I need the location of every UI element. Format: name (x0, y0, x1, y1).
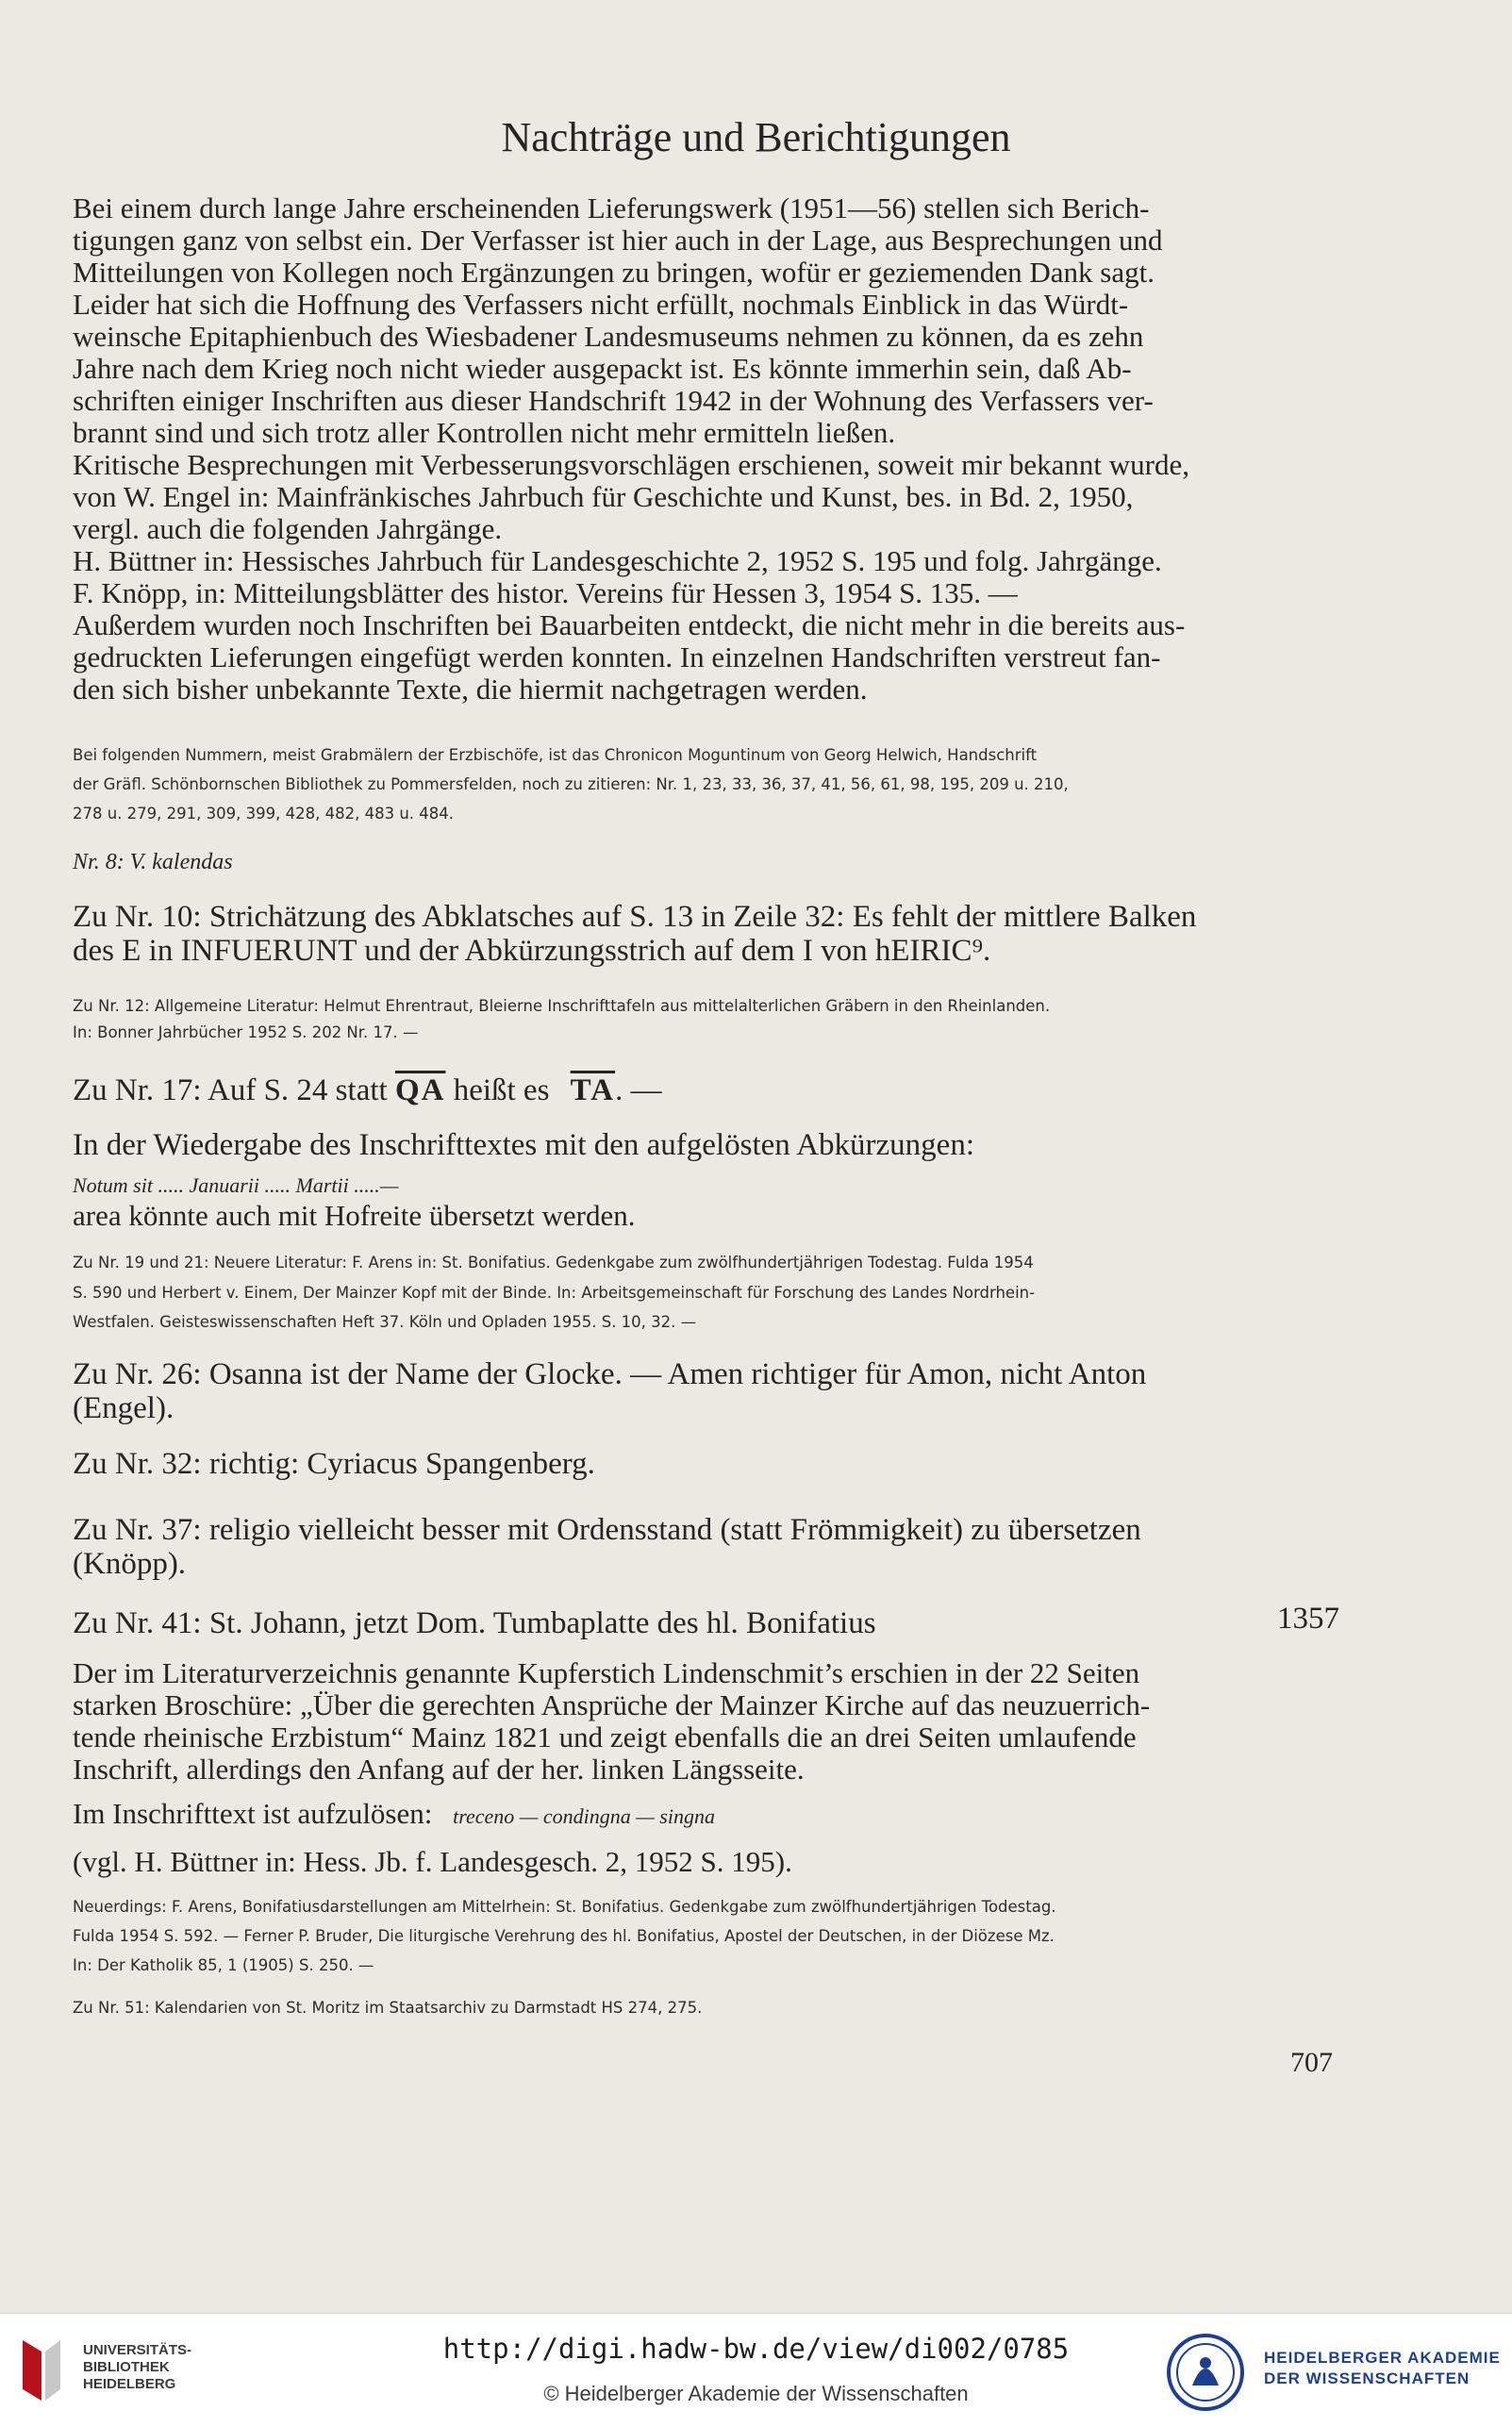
footnote-line: Zu Nr. 12: Allgemeine Literatur: Helmut Ehrentraut, Bleierne Inschrifttafeln aus mittelalterlichen Gräbern in den Rheinlanden. (73, 997, 1051, 1015)
footnote-line: Bei folgenden Nummern, meist Grabmälern der Erzbischöfe, ist das Chronicon Moguntinum von Georg Helwich, Handschrift (73, 746, 1038, 764)
entry-nr10-line: Zu Nr. 10: Strichätzung des Abklatsches auf S. 13 in Zeile 32: Es fehlt der mittlere Balken (73, 900, 1197, 934)
academy-seal-icon (1166, 2333, 1245, 2412)
entry-nr37-line: Zu Nr. 37: religio vielleicht besser mit Ordensstand (statt Frömmigkeit) zu übersetzen (73, 1513, 1141, 1547)
footnote-line: In: Der Katholik 85, 1 (1905) S. 250. — (73, 1956, 374, 1974)
entry-nr41-line: tende rheinische Erzbistum“ Mainz 1821 und zeigt ebenfalls die an drei Seiten umlaufende (73, 1721, 1137, 1754)
page-number: 707 (1290, 2047, 1333, 2078)
permalink-url[interactable]: http://digi.hadw-bw.de/view/di002/0785 (442, 2333, 1070, 2365)
intro-line: Jahre nach dem Krieg noch nicht wieder ausgepackt ist. Es könnte immerhin sein, daß Ab- (73, 352, 1132, 385)
resolve-words: treceno — condingna — singna (453, 1804, 715, 1828)
logo-line: HEIDELBERGER AKADEMIE (1264, 2349, 1501, 2367)
logo-line: HEIDELBERG (83, 2376, 176, 2392)
logo-line: BIBLIOTHEK (83, 2359, 170, 2375)
entry-nr17 (73, 1075, 662, 1106)
entry-nr17-prefix: Zu Nr. 17: Auf S. 24 statt (73, 1073, 388, 1107)
entry-nr41-ref: (vgl. H. Büttner in: Hess. Jb. f. Landesgesch. 2, 1952 S. 195). (73, 1845, 792, 1878)
entry-nr41-year: 1357 (1277, 1602, 1339, 1636)
resolve-label: Im Inschrifttext ist aufzulösen: (73, 1797, 433, 1830)
entry-nr26-line: (Engel). (73, 1391, 174, 1425)
footnote-line: Zu Nr. 51: Kalendarien von St. Moritz im Staatsarchiv zu Darmstadt HS 274, 275. (73, 1999, 703, 2017)
footnote-line: 278 u. 279, 291, 309, 399, 428, 482, 483 u. 484. (73, 805, 455, 823)
intro-line: Außerdem wurden noch Inschriften bei Bauarbeiten entdeckt, die nicht mehr in die bereits aus- (73, 608, 1186, 641)
intro-line: Leider hat sich die Hoffnung des Verfassers nicht erfüllt, nochmals Einblick in das Würdt- (73, 288, 1129, 321)
footnote-line: Neuerdings: F. Arens, Bonifatiusdarstellungen am Mittelrhein: St. Bonifatius. Gedenkgabe zum zwölfhundertjährigen Todestag. (73, 1898, 1056, 1916)
intro-line: F. Knöpp, in: Mitteilungsblätter des histor. Vereins für Hessen 3, 1954 S. 135. — (73, 576, 1018, 609)
entry-nr41-line: Inschrift, allerdings den Anfang auf der her. linken Längsseite. (73, 1753, 805, 1786)
entry-nr17-end: . — (615, 1073, 662, 1107)
abbrev-qa: $\overline{QA}$ (394, 1073, 446, 1107)
footer-bar (0, 2313, 1512, 2427)
footnote-line: Westfalen. Geisteswissenschaften Heft 37. Köln und Opladen 1955. S. 10, 32. — (73, 1313, 697, 1331)
intro-line: Bei einem durch lange Jahre erscheinenden Lieferungswerk (1951—56) stellen sich Berich- (73, 191, 1150, 224)
entry-nr17-line: area könnte auch mit Hofreite übersetzt werden. (73, 1199, 636, 1232)
intro-line: H. Büttner in: Hessisches Jahrbuch für Landesgeschichte 2, 1952 S. 195 und folg. Jahrgänge. (73, 544, 1162, 577)
entry-nr17-line: In der Wiedergabe des Inschrifttextes mit den aufgelösten Abkürzungen: (73, 1128, 974, 1162)
footnote-line: In: Bonner Jahrbücher 1952 S. 202 Nr. 17. — (73, 1023, 419, 1041)
entry-nr17-mid: heißt es (453, 1073, 550, 1107)
entry-nr8: Nr. 8: V. kalendas (73, 850, 233, 874)
entry-nr32: Zu Nr. 32: richtig: Cyriacus Spangenberg. (73, 1447, 595, 1481)
entry-nr41-resolve (73, 1798, 715, 1832)
entry-nr17-latin: Notum sit ..... Januarii ..... Martii .....— (73, 1173, 399, 1197)
intro-line: vergl. auch die folgenden Jahrgänge. (73, 512, 503, 545)
intro-line: schriften einiger Inschriften aus dieser Handschrift 1942 in der Wohnung des Verfassers ver- (73, 384, 1154, 417)
footnote-line: der Gräfl. Schönbornschen Bibliothek zu Pommersfelden, noch zu zitieren: Nr. 1, 23, 33, 36, 37, 41, 56, 61, 98, 195, 209 u. 210, (73, 775, 1069, 793)
intro-line: brannt sind und sich trotz aller Kontrollen nicht mehr ermitteln ließen. (73, 416, 896, 449)
intro-line: weinsche Epitaphienbuch des Wiesbadener Landesmuseums nehmen zu können, da es zehn (73, 320, 1144, 353)
academy-name (1264, 2348, 1501, 2389)
footnote-line: Zu Nr. 19 und 21: Neuere Literatur: F. Arens in: St. Bonifatius. Gedenkgabe zum zwölfhundertjährigen Todestag. Fulda 1954 (73, 1254, 1034, 1272)
intro-line: Kritische Besprechungen mit Verbesserungsvorschlägen erschienen, soweit mir bekannt wurde, (73, 448, 1189, 481)
entry-nr41-line: starken Broschüre: „Über die gerechten Ansprüche der Mainzer Kirche auf das neuzuerrich- (73, 1688, 1151, 1721)
entry-nr10-line: des E in INFUERUNT und der Abkürzungsstrich auf dem I von hEIRIC⁹. (73, 934, 991, 968)
entry-nr26-line: Zu Nr. 26: Osanna ist der Name der Glocke. — Amen richtiger für Amon, nicht Anton (73, 1357, 1147, 1391)
intro-line: Mitteilungen von Kollegen noch Ergänzungen zu bringen, wofür er geziemenden Dank sagt. (73, 256, 1155, 289)
entry-nr37-line: (Knöpp). (73, 1547, 187, 1581)
entry-nr41-heading: Zu Nr. 41: St. Johann, jetzt Dom. Tumbaplatte des hl. Bonifatius (73, 1606, 876, 1640)
logo-line: UNIVERSITÄTS- (83, 2342, 192, 2358)
intro-line: tigungen ganz von selbst ein. Der Verfasser ist hier auch in der Lage, aus Besprechungen und (73, 224, 1163, 257)
page-title: Nachträge und Berichtigungen (501, 114, 1011, 160)
abbrev-ta: $\overline{TA}$ (570, 1073, 616, 1107)
intro-line: gedruckten Lieferungen eingefügt werden konnten. In einzelnen Handschriften verstreut fan- (73, 640, 1161, 673)
entry-nr41-line: Der im Literaturverzeichnis genannte Kupferstich Lindenschmit’s erschien in der 22 Seiten (73, 1656, 1140, 1689)
footnote-line: S. 590 und Herbert v. Einem, Der Mainzer Kopf mit der Binde. In: Arbeitsgemeinschaft für Forschung des Landes Nordrhein- (73, 1284, 1036, 1302)
intro-line: den sich bisher unbekannte Texte, die hiermit nachgetragen werden. (73, 673, 868, 706)
copyright-line: © Heidelberger Akademie der Wissenschaften (543, 2382, 969, 2405)
footnote-line: Fulda 1954 S. 592. — Ferner P. Bruder, Die liturgische Verehrung des hl. Bonifatius, Apostel der Deutschen, in der Diözese Mz. (73, 1927, 1055, 1945)
logo-line: DER WISSENSCHAFTEN (1264, 2369, 1470, 2387)
intro-line: von W. Engel in: Mainfränkisches Jahrbuch für Geschichte und Kunst, bes. in Bd. 2, 1950, (73, 480, 1134, 513)
